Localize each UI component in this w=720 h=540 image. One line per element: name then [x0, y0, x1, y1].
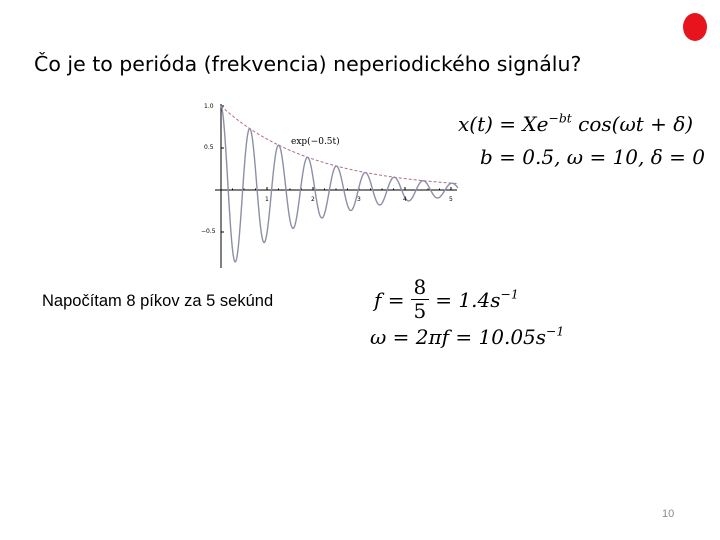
fraction-denominator: 5 — [413, 299, 427, 323]
y-tick-label: −0.5 — [201, 228, 216, 235]
parameter-equation: b = 0.5, ω = 10, δ = 0 — [480, 145, 705, 169]
damped-oscillation-plot — [195, 100, 460, 272]
signal-amplitude: Xe — [522, 112, 549, 136]
frequency-result: = 1.4s — [435, 287, 501, 312]
signal-equation — [458, 112, 693, 136]
x-tick-label: 4 — [403, 196, 407, 203]
fraction-numerator: 8 — [411, 276, 430, 300]
omega-text: ω = 2πf = 10.05s — [370, 325, 547, 349]
signal-lhs: x(t) = — [458, 112, 517, 136]
x-tick-label: 5 — [449, 196, 453, 203]
plot-axes — [215, 104, 457, 268]
signal-curve — [221, 106, 458, 262]
frequency-fraction — [411, 276, 430, 323]
y-tick-label: 1.0 — [204, 103, 214, 110]
y-tick-label: 0.5 — [204, 144, 214, 151]
frequency-exponent: −1 — [500, 285, 519, 301]
x-tick-label: 1 — [265, 196, 269, 203]
x-tick-label: 2 — [311, 196, 315, 203]
omega-equation — [370, 325, 564, 349]
page-number: 10 — [662, 508, 675, 520]
envelope-label: exp(−0.5t) — [291, 137, 340, 147]
x-tick-label: 3 — [357, 196, 361, 203]
peak-count-note: Napočítam 8 píkov za 5 sekúnd — [42, 292, 274, 310]
omega-exponent: −1 — [546, 323, 565, 339]
signal-cosine: cos(ωt + δ) — [578, 112, 694, 136]
signal-exponent: −bt — [548, 110, 572, 126]
slide-title: Čo je to perióda (frekvencia) neperiodického signálu? — [34, 52, 582, 76]
frequency-lhs: f = — [374, 287, 405, 312]
recording-dot-icon — [683, 13, 707, 41]
frequency-equation — [374, 276, 519, 323]
